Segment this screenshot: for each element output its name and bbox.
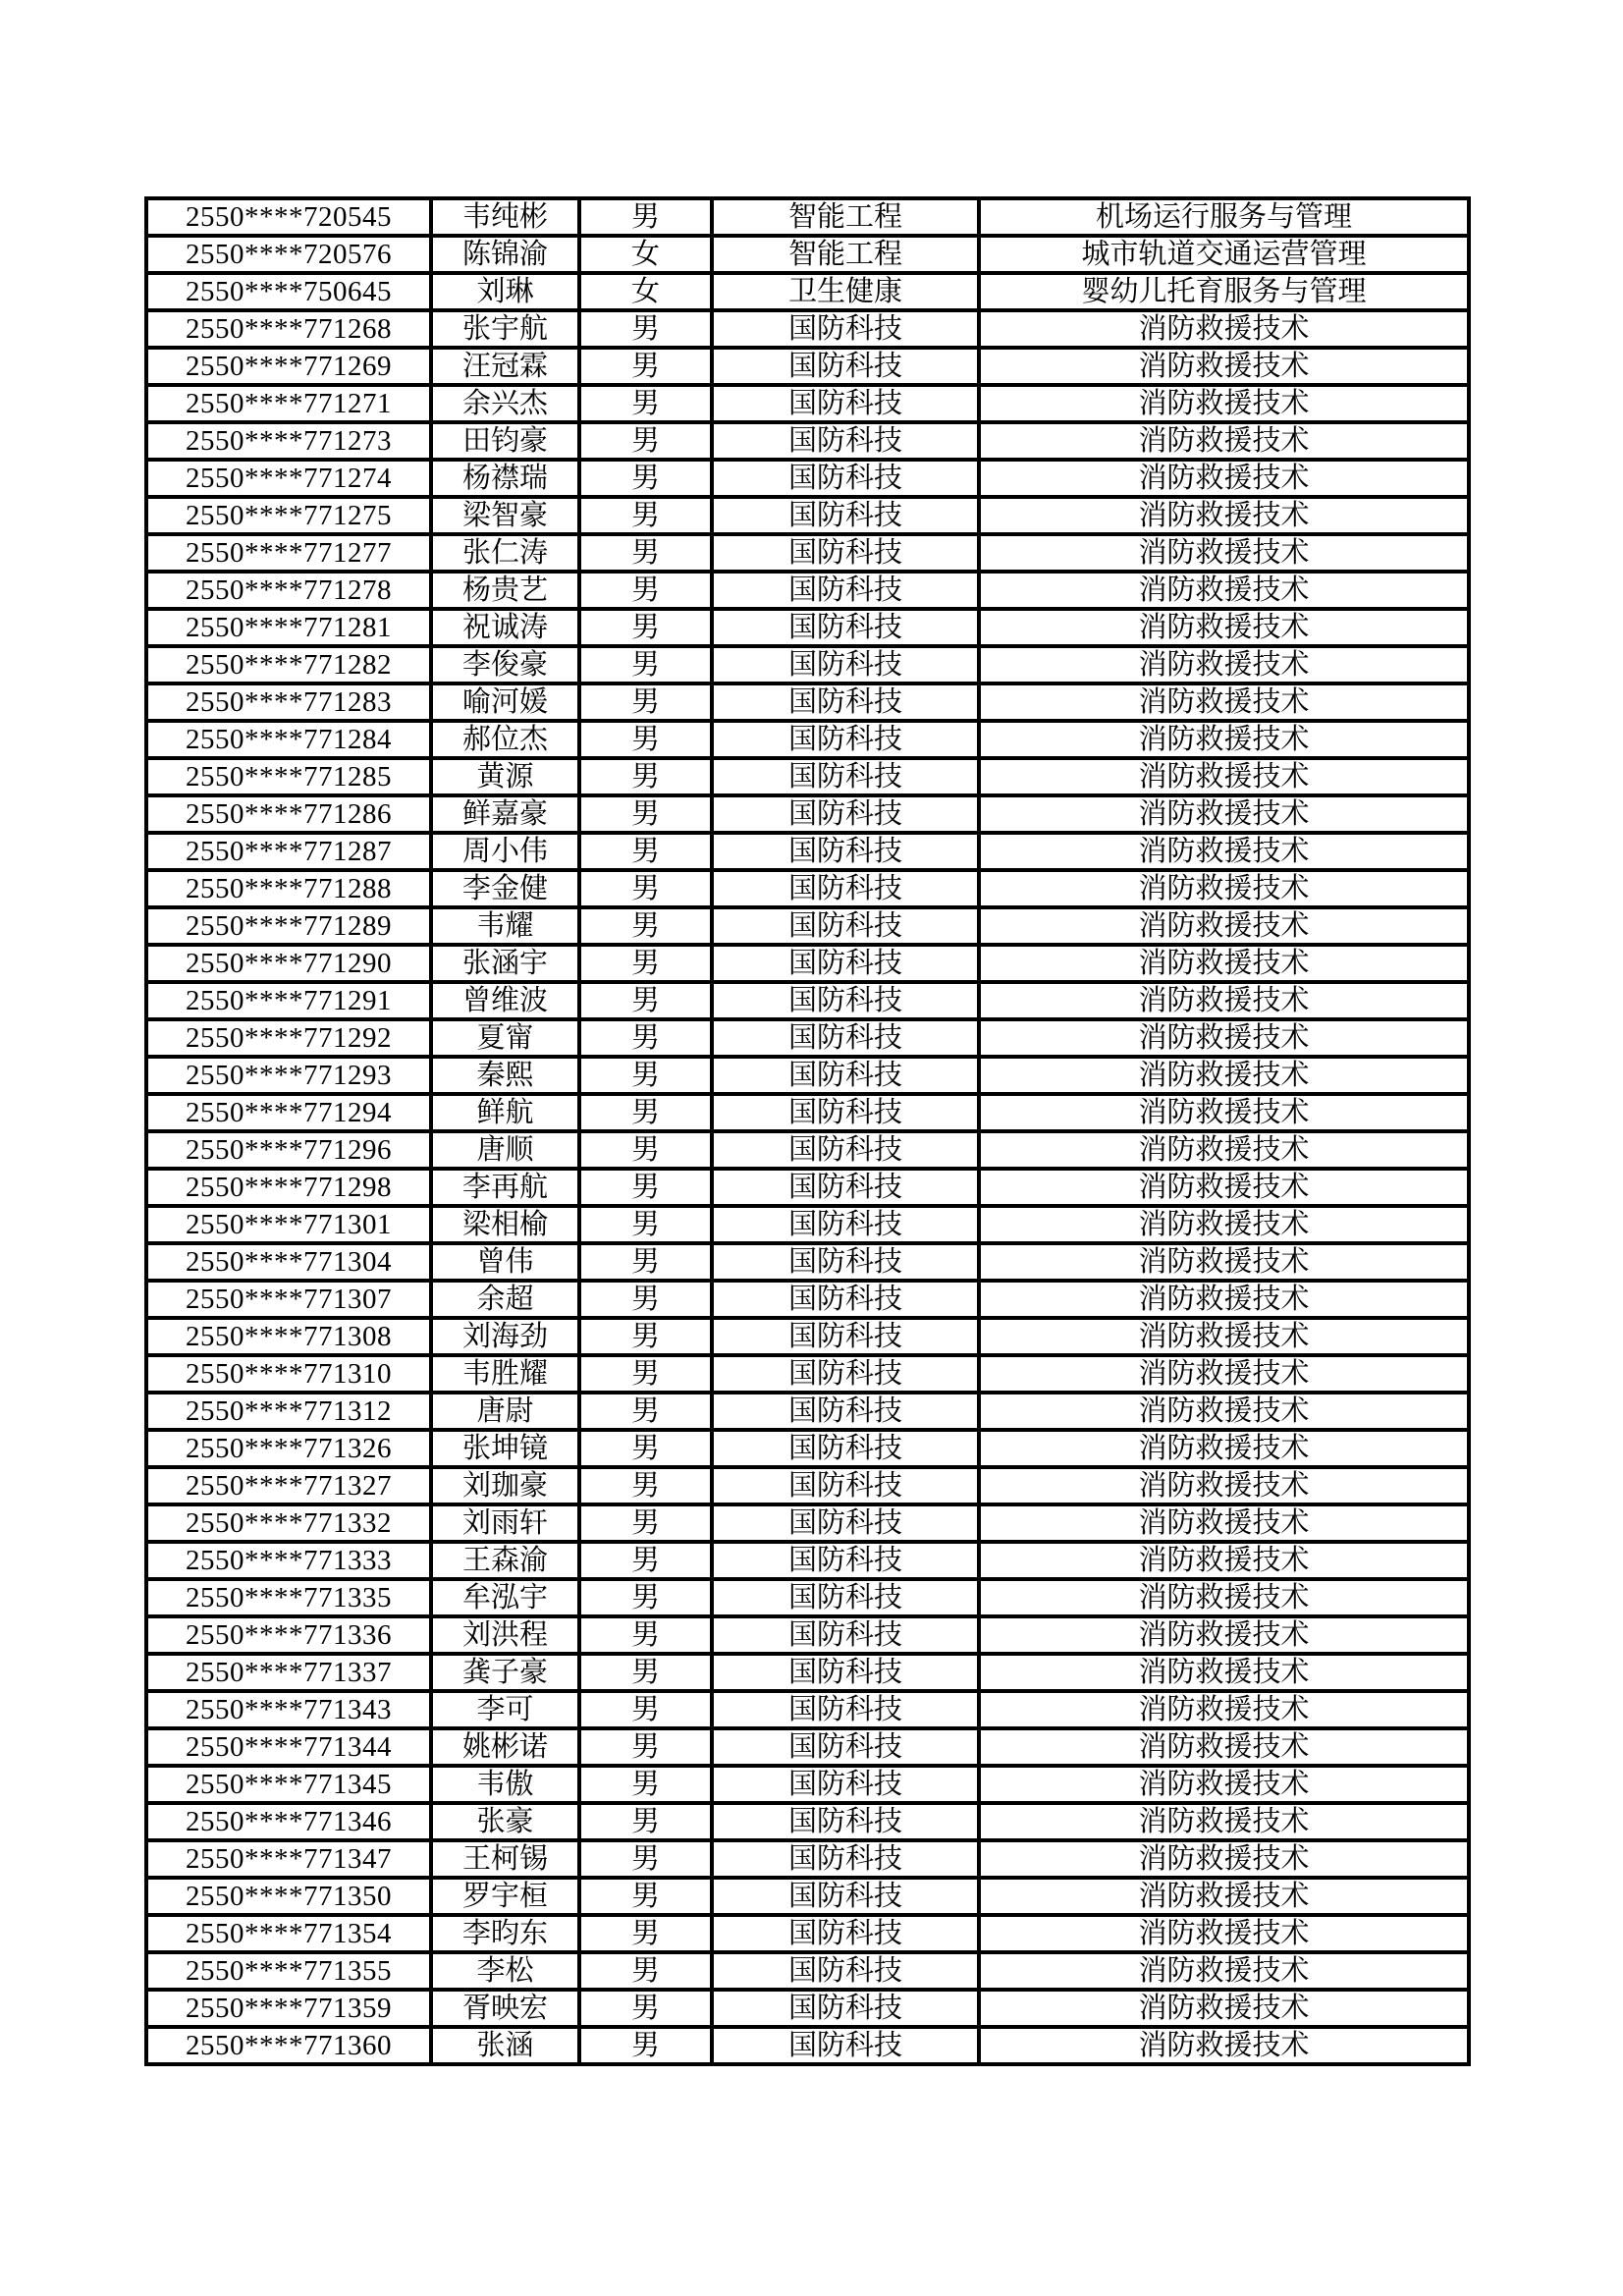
department-cell: 国防科技 (714, 1954, 981, 1992)
major-cell: 消防救援技术 (981, 574, 1471, 611)
candidate-id-cell: 2550****771307 (148, 1283, 433, 1320)
student-name-cell: 周小伟 (433, 835, 581, 872)
department-cell: 国防科技 (714, 1021, 981, 1059)
department-cell: 国防科技 (714, 872, 981, 909)
candidate-id-cell: 2550****771286 (148, 797, 433, 835)
department-cell: 国防科技 (714, 1581, 981, 1618)
candidate-id-cell: 2550****771285 (148, 760, 433, 797)
major-cell: 消防救援技术 (981, 1059, 1471, 1096)
gender-cell: 男 (581, 909, 714, 947)
department-cell: 国防科技 (714, 909, 981, 947)
department-cell: 国防科技 (714, 1917, 981, 1954)
student-name-cell: 刘珈豪 (433, 1469, 581, 1506)
major-cell: 消防救援技术 (981, 1133, 1471, 1171)
student-name-cell: 韦耀 (433, 909, 581, 947)
candidate-id-cell: 2550****771291 (148, 984, 433, 1021)
major-cell: 消防救援技术 (981, 947, 1471, 984)
major-cell: 消防救援技术 (981, 984, 1471, 1021)
student-name-cell: 唐顺 (433, 1133, 581, 1171)
gender-cell: 男 (581, 312, 714, 350)
gender-cell: 男 (581, 1544, 714, 1581)
candidate-id-cell: 2550****771346 (148, 1805, 433, 1842)
department-cell: 国防科技 (714, 1133, 981, 1171)
student-name-cell: 李俊豪 (433, 648, 581, 685)
department-cell: 国防科技 (714, 1544, 981, 1581)
student-name-cell: 李松 (433, 1954, 581, 1992)
major-cell: 消防救援技术 (981, 760, 1471, 797)
student-name-cell: 喻河媛 (433, 685, 581, 723)
major-cell: 消防救援技术 (981, 499, 1471, 536)
candidate-id-cell: 2550****771347 (148, 1842, 433, 1880)
candidate-id-cell: 2550****771283 (148, 685, 433, 723)
candidate-id-cell: 2550****771345 (148, 1768, 433, 1805)
department-cell: 国防科技 (714, 1992, 981, 2029)
gender-cell: 男 (581, 1133, 714, 1171)
major-cell: 消防救援技术 (981, 1618, 1471, 1656)
gender-cell: 男 (581, 611, 714, 648)
student-name-cell: 王森渝 (433, 1544, 581, 1581)
gender-cell: 男 (581, 1581, 714, 1618)
candidate-id-cell: 2550****771278 (148, 574, 433, 611)
candidate-id-cell: 2550****771292 (148, 1021, 433, 1059)
gender-cell: 男 (581, 1768, 714, 1805)
department-cell: 国防科技 (714, 835, 981, 872)
gender-cell: 男 (581, 1208, 714, 1245)
candidate-id-cell: 2550****771293 (148, 1059, 433, 1096)
department-cell: 国防科技 (714, 1394, 981, 1432)
student-name-cell: 李可 (433, 1693, 581, 1730)
candidate-id-cell: 2550****771284 (148, 723, 433, 760)
department-cell: 国防科技 (714, 424, 981, 462)
gender-cell: 男 (581, 835, 714, 872)
student-name-cell: 黄源 (433, 760, 581, 797)
department-cell: 国防科技 (714, 1805, 981, 1842)
candidate-id-cell: 2550****771343 (148, 1693, 433, 1730)
department-cell: 智能工程 (714, 238, 981, 275)
gender-cell: 男 (581, 1618, 714, 1656)
gender-cell: 男 (581, 2029, 714, 2066)
department-cell: 国防科技 (714, 1469, 981, 1506)
student-name-cell: 梁智豪 (433, 499, 581, 536)
student-name-cell: 刘琳 (433, 275, 581, 312)
gender-cell: 男 (581, 1171, 714, 1208)
candidate-id-cell: 2550****771332 (148, 1506, 433, 1544)
student-name-cell: 李金健 (433, 872, 581, 909)
gender-cell: 男 (581, 350, 714, 387)
major-cell: 消防救援技术 (981, 1693, 1471, 1730)
student-name-cell: 胥映宏 (433, 1992, 581, 2029)
gender-cell: 男 (581, 499, 714, 536)
student-name-cell: 罗宇桓 (433, 1880, 581, 1917)
department-cell: 国防科技 (714, 499, 981, 536)
major-cell: 机场运行服务与管理 (981, 200, 1471, 238)
department-cell: 国防科技 (714, 723, 981, 760)
student-name-cell: 张涵 (433, 2029, 581, 2066)
department-cell: 国防科技 (714, 984, 981, 1021)
student-roster-table (144, 196, 1471, 2066)
student-name-cell: 刘雨轩 (433, 1506, 581, 1544)
department-cell: 国防科技 (714, 760, 981, 797)
department-cell: 国防科技 (714, 1357, 981, 1394)
department-cell: 国防科技 (714, 1096, 981, 1133)
department-cell: 国防科技 (714, 1730, 981, 1768)
gender-cell: 男 (581, 1245, 714, 1283)
major-cell: 消防救援技术 (981, 1544, 1471, 1581)
gender-cell: 男 (581, 536, 714, 574)
candidate-id-cell: 2550****771269 (148, 350, 433, 387)
student-name-cell: 姚彬诺 (433, 1730, 581, 1768)
major-cell: 消防救援技术 (981, 909, 1471, 947)
department-cell: 国防科技 (714, 1059, 981, 1096)
major-cell: 消防救援技术 (981, 1581, 1471, 1618)
major-cell: 消防救援技术 (981, 648, 1471, 685)
gender-cell: 男 (581, 387, 714, 424)
gender-cell: 男 (581, 984, 714, 1021)
gender-cell: 男 (581, 424, 714, 462)
gender-cell: 男 (581, 872, 714, 909)
candidate-id-cell: 2550****771359 (148, 1992, 433, 2029)
department-cell: 国防科技 (714, 685, 981, 723)
student-name-cell: 秦熙 (433, 1059, 581, 1096)
major-cell: 消防救援技术 (981, 462, 1471, 499)
gender-cell: 男 (581, 1880, 714, 1917)
department-cell: 国防科技 (714, 1208, 981, 1245)
candidate-id-cell: 2550****771301 (148, 1208, 433, 1245)
major-cell: 消防救援技术 (981, 1469, 1471, 1506)
department-cell: 国防科技 (714, 611, 981, 648)
candidate-id-cell: 2550****771271 (148, 387, 433, 424)
major-cell: 消防救援技术 (981, 685, 1471, 723)
department-cell: 国防科技 (714, 2029, 981, 2066)
candidate-id-cell: 2550****771268 (148, 312, 433, 350)
major-cell: 消防救援技术 (981, 1021, 1471, 1059)
student-name-cell: 李昀东 (433, 1917, 581, 1954)
candidate-id-cell: 2550****771333 (148, 1544, 433, 1581)
department-cell: 国防科技 (714, 797, 981, 835)
candidate-id-cell: 2550****771289 (148, 909, 433, 947)
major-cell: 消防救援技术 (981, 1357, 1471, 1394)
major-cell: 消防救援技术 (981, 1917, 1471, 1954)
department-cell: 国防科技 (714, 1171, 981, 1208)
major-cell: 消防救援技术 (981, 312, 1471, 350)
student-name-cell: 郝位杰 (433, 723, 581, 760)
gender-cell: 男 (581, 1992, 714, 2029)
major-cell: 消防救援技术 (981, 1842, 1471, 1880)
candidate-id-cell: 2550****771287 (148, 835, 433, 872)
gender-cell: 男 (581, 1693, 714, 1730)
candidate-id-cell: 2550****771354 (148, 1917, 433, 1954)
department-cell: 国防科技 (714, 1880, 981, 1917)
student-name-cell: 韦傲 (433, 1768, 581, 1805)
department-cell: 国防科技 (714, 574, 981, 611)
candidate-id-cell: 2550****771337 (148, 1656, 433, 1693)
student-name-cell: 刘海劲 (433, 1320, 581, 1357)
major-cell: 消防救援技术 (981, 2029, 1471, 2066)
student-name-cell: 曾维波 (433, 984, 581, 1021)
department-cell: 国防科技 (714, 1768, 981, 1805)
student-name-cell: 龚子豪 (433, 1656, 581, 1693)
candidate-id-cell: 2550****771360 (148, 2029, 433, 2066)
student-name-cell: 韦纯彬 (433, 200, 581, 238)
student-name-cell: 田钧豪 (433, 424, 581, 462)
major-cell: 消防救援技术 (981, 872, 1471, 909)
department-cell: 国防科技 (714, 1283, 981, 1320)
candidate-id-cell: 2550****771277 (148, 536, 433, 574)
gender-cell: 男 (581, 1021, 714, 1059)
student-name-cell: 梁相榆 (433, 1208, 581, 1245)
major-cell: 消防救援技术 (981, 536, 1471, 574)
student-name-cell: 刘洪程 (433, 1618, 581, 1656)
major-cell: 消防救援技术 (981, 1954, 1471, 1992)
gender-cell: 男 (581, 1730, 714, 1768)
candidate-id-cell: 2550****771275 (148, 499, 433, 536)
gender-cell: 男 (581, 1320, 714, 1357)
gender-cell: 男 (581, 574, 714, 611)
major-cell: 消防救援技术 (981, 1656, 1471, 1693)
department-cell: 国防科技 (714, 1432, 981, 1469)
gender-cell: 男 (581, 1506, 714, 1544)
gender-cell: 男 (581, 1656, 714, 1693)
gender-cell: 男 (581, 1096, 714, 1133)
candidate-id-cell: 2550****771326 (148, 1432, 433, 1469)
candidate-id-cell: 2550****771281 (148, 611, 433, 648)
student-name-cell: 祝诚涛 (433, 611, 581, 648)
candidate-id-cell: 2550****750645 (148, 275, 433, 312)
major-cell: 消防救援技术 (981, 350, 1471, 387)
major-cell: 婴幼儿托育服务与管理 (981, 275, 1471, 312)
major-cell: 消防救援技术 (981, 1320, 1471, 1357)
department-cell: 卫生健康 (714, 275, 981, 312)
candidate-id-cell: 2550****771296 (148, 1133, 433, 1171)
student-name-cell: 李再航 (433, 1171, 581, 1208)
candidate-id-cell: 2550****771335 (148, 1581, 433, 1618)
major-cell: 消防救援技术 (981, 424, 1471, 462)
major-cell: 消防救援技术 (981, 1992, 1471, 2029)
major-cell: 城市轨道交通运营管理 (981, 238, 1471, 275)
candidate-id-cell: 2550****771282 (148, 648, 433, 685)
gender-cell: 男 (581, 1394, 714, 1432)
student-name-cell: 张坤镜 (433, 1432, 581, 1469)
student-name-cell: 鲜嘉豪 (433, 797, 581, 835)
student-name-cell: 王柯锡 (433, 1842, 581, 1880)
major-cell: 消防救援技术 (981, 1880, 1471, 1917)
candidate-id-cell: 2550****720545 (148, 200, 433, 238)
department-cell: 国防科技 (714, 1656, 981, 1693)
student-name-cell: 杨贵艺 (433, 574, 581, 611)
department-cell: 国防科技 (714, 648, 981, 685)
major-cell: 消防救援技术 (981, 1730, 1471, 1768)
candidate-id-cell: 2550****771336 (148, 1618, 433, 1656)
gender-cell: 男 (581, 1469, 714, 1506)
candidate-id-cell: 2550****771294 (148, 1096, 433, 1133)
student-name-cell: 余超 (433, 1283, 581, 1320)
gender-cell: 男 (581, 947, 714, 984)
candidate-id-cell: 2550****771290 (148, 947, 433, 984)
candidate-id-cell: 2550****771273 (148, 424, 433, 462)
student-name-cell: 夏甯 (433, 1021, 581, 1059)
candidate-id-cell: 2550****771298 (148, 1171, 433, 1208)
major-cell: 消防救援技术 (981, 1283, 1471, 1320)
major-cell: 消防救援技术 (981, 1096, 1471, 1133)
gender-cell: 男 (581, 1917, 714, 1954)
department-cell: 国防科技 (714, 462, 981, 499)
major-cell: 消防救援技术 (981, 1394, 1471, 1432)
gender-cell: 女 (581, 238, 714, 275)
major-cell: 消防救援技术 (981, 611, 1471, 648)
major-cell: 消防救援技术 (981, 835, 1471, 872)
candidate-id-cell: 2550****771304 (148, 1245, 433, 1283)
student-name-cell: 陈锦渝 (433, 238, 581, 275)
gender-cell: 男 (581, 1432, 714, 1469)
major-cell: 消防救援技术 (981, 1506, 1471, 1544)
major-cell: 消防救援技术 (981, 1432, 1471, 1469)
gender-cell: 男 (581, 797, 714, 835)
candidate-id-cell: 2550****771312 (148, 1394, 433, 1432)
department-cell: 国防科技 (714, 536, 981, 574)
department-cell: 国防科技 (714, 350, 981, 387)
candidate-id-cell: 2550****771308 (148, 1320, 433, 1357)
major-cell: 消防救援技术 (981, 1768, 1471, 1805)
student-name-cell: 余兴杰 (433, 387, 581, 424)
candidate-id-cell: 2550****771350 (148, 1880, 433, 1917)
gender-cell: 男 (581, 648, 714, 685)
gender-cell: 男 (581, 1283, 714, 1320)
student-name-cell: 张涵宇 (433, 947, 581, 984)
department-cell: 国防科技 (714, 1842, 981, 1880)
major-cell: 消防救援技术 (981, 387, 1471, 424)
major-cell: 消防救援技术 (981, 1245, 1471, 1283)
department-cell: 国防科技 (714, 312, 981, 350)
gender-cell: 男 (581, 685, 714, 723)
department-cell: 国防科技 (714, 1506, 981, 1544)
student-name-cell: 曾伟 (433, 1245, 581, 1283)
department-cell: 国防科技 (714, 1618, 981, 1656)
gender-cell: 女 (581, 275, 714, 312)
gender-cell: 男 (581, 1059, 714, 1096)
candidate-id-cell: 2550****720576 (148, 238, 433, 275)
major-cell: 消防救援技术 (981, 1208, 1471, 1245)
student-name-cell: 张豪 (433, 1805, 581, 1842)
major-cell: 消防救援技术 (981, 723, 1471, 760)
gender-cell: 男 (581, 462, 714, 499)
department-cell: 智能工程 (714, 200, 981, 238)
student-name-cell: 汪冠霖 (433, 350, 581, 387)
student-name-cell: 韦胜耀 (433, 1357, 581, 1394)
candidate-id-cell: 2550****771288 (148, 872, 433, 909)
department-cell: 国防科技 (714, 1245, 981, 1283)
student-name-cell: 唐尉 (433, 1394, 581, 1432)
candidate-id-cell: 2550****771355 (148, 1954, 433, 1992)
candidate-id-cell: 2550****771310 (148, 1357, 433, 1394)
student-name-cell: 牟泓宇 (433, 1581, 581, 1618)
gender-cell: 男 (581, 200, 714, 238)
student-name-cell: 张宇航 (433, 312, 581, 350)
candidate-id-cell: 2550****771344 (148, 1730, 433, 1768)
student-name-cell: 张仁涛 (433, 536, 581, 574)
gender-cell: 男 (581, 760, 714, 797)
candidate-id-cell: 2550****771327 (148, 1469, 433, 1506)
major-cell: 消防救援技术 (981, 1171, 1471, 1208)
gender-cell: 男 (581, 1357, 714, 1394)
gender-cell: 男 (581, 1954, 714, 1992)
major-cell: 消防救援技术 (981, 1805, 1471, 1842)
gender-cell: 男 (581, 1842, 714, 1880)
department-cell: 国防科技 (714, 1693, 981, 1730)
student-name-cell: 鲜航 (433, 1096, 581, 1133)
candidate-id-cell: 2550****771274 (148, 462, 433, 499)
major-cell: 消防救援技术 (981, 797, 1471, 835)
department-cell: 国防科技 (714, 387, 981, 424)
department-cell: 国防科技 (714, 947, 981, 984)
gender-cell: 男 (581, 1805, 714, 1842)
gender-cell: 男 (581, 723, 714, 760)
department-cell: 国防科技 (714, 1320, 981, 1357)
student-name-cell: 杨襟瑞 (433, 462, 581, 499)
